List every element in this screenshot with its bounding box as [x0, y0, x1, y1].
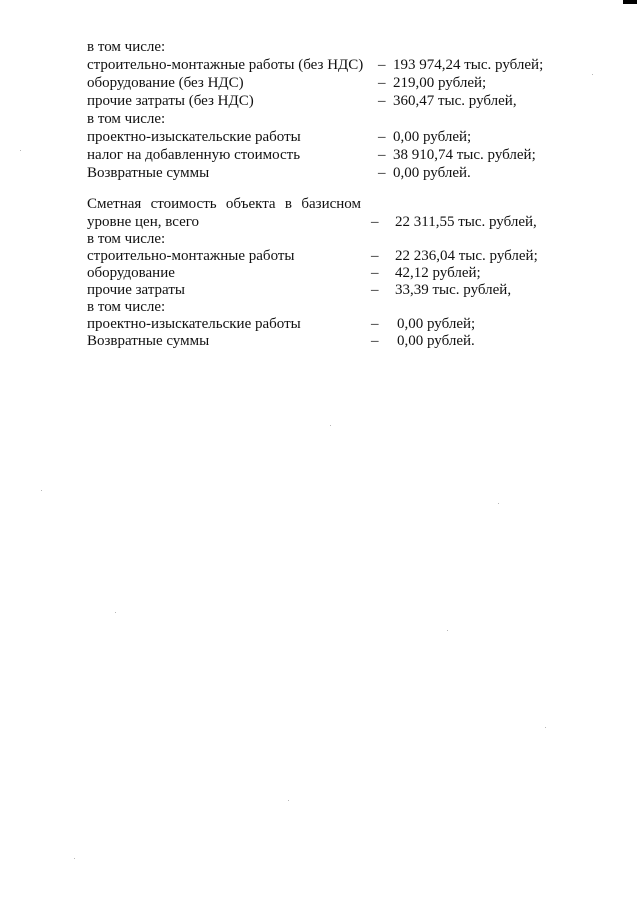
scan-speck — [288, 800, 289, 801]
row-value: 42,12 рублей; — [395, 265, 481, 281]
cost-row-other — [0, 281, 637, 299]
row-label: прочие затраты (без НДС) — [87, 93, 254, 109]
estimate-heading: Сметная стоимость объекта в базисном — [87, 196, 361, 212]
section2-including-line-2 — [0, 298, 637, 316]
row-label: Возвратные суммы — [87, 333, 210, 349]
including-label: в том числе: — [87, 299, 166, 315]
scan-corner-mark — [623, 0, 637, 4]
total-value: 22 311,55 тыс. рублей, — [395, 214, 537, 230]
row-label: проектно-изыскательские работы — [87, 316, 301, 332]
scan-speck — [41, 490, 42, 491]
row-label: оборудование — [87, 265, 175, 281]
cost-row-refunds-2 — [0, 332, 637, 350]
row-dash: – — [371, 265, 379, 281]
scan-speck — [20, 150, 21, 151]
row-dash: – — [371, 333, 379, 349]
row-value: 38 910,74 тыс. рублей; — [393, 147, 536, 163]
row-value: 0,00 рублей. — [393, 165, 471, 181]
cost-row-equipment — [0, 264, 637, 282]
row-value: 219,00 рублей; — [393, 75, 487, 91]
row-value: 22 236,04 тыс. рублей; — [395, 248, 538, 264]
row-dash: – — [371, 214, 379, 230]
row-value: 0,00 рублей. — [397, 333, 475, 349]
row-value: 33,39 тыс. рублей, — [395, 282, 512, 298]
row-dash: – — [371, 316, 379, 332]
row-label: Возвратные суммы — [87, 165, 210, 181]
cost-row-vat — [0, 146, 637, 164]
scan-speck — [330, 425, 331, 426]
section1-including-line — [0, 38, 637, 56]
row-value: 0,00 рублей; — [393, 129, 472, 145]
including-label: в том числе: — [87, 231, 166, 247]
including-label: в том числе: — [87, 39, 166, 55]
scan-speck — [545, 727, 546, 728]
row-dash: – — [371, 248, 379, 264]
row-dash: – — [371, 282, 379, 298]
cost-row-other-no-vat — [0, 92, 637, 110]
scan-speck — [498, 503, 499, 504]
row-dash: – — [378, 129, 386, 145]
row-dash: – — [378, 75, 386, 91]
estimate-heading-cont: уровне цен, всего — [87, 214, 200, 230]
section2-heading-line1 — [0, 195, 637, 213]
scan-speck — [115, 612, 116, 613]
cost-row-design-survey-2 — [0, 315, 637, 333]
cost-row-equipment-no-vat — [0, 74, 637, 92]
scan-speck — [74, 858, 75, 859]
row-label: строительно-монтажные работы — [87, 248, 295, 264]
row-label: налог на добавленную стоимость — [87, 147, 301, 163]
row-value: 360,47 тыс. рублей, — [393, 93, 517, 109]
row-label: прочие затраты — [87, 282, 185, 298]
row-dash: – — [378, 93, 386, 109]
section2-including-line — [0, 230, 637, 248]
section2-total-row — [0, 213, 637, 231]
cost-row-refunds — [0, 164, 637, 182]
row-dash: – — [378, 165, 386, 181]
including-label: в том числе: — [87, 111, 166, 127]
row-value: 193 974,24 тыс. рублей; — [393, 57, 544, 73]
row-label: строительно-монтажные работы (без НДС) — [87, 57, 364, 73]
row-dash: – — [378, 147, 386, 163]
scan-speck — [592, 74, 593, 75]
row-label: проектно-изыскательские работы — [87, 129, 301, 145]
row-label: оборудование (без НДС) — [87, 75, 244, 91]
cost-row-construction-no-vat — [0, 56, 637, 74]
row-dash: – — [378, 57, 386, 73]
row-value: 0,00 рублей; — [397, 316, 476, 332]
cost-row-construction — [0, 247, 637, 265]
scan-speck — [447, 630, 448, 631]
section1-including-line-2 — [0, 110, 637, 128]
cost-row-design-survey — [0, 128, 637, 146]
